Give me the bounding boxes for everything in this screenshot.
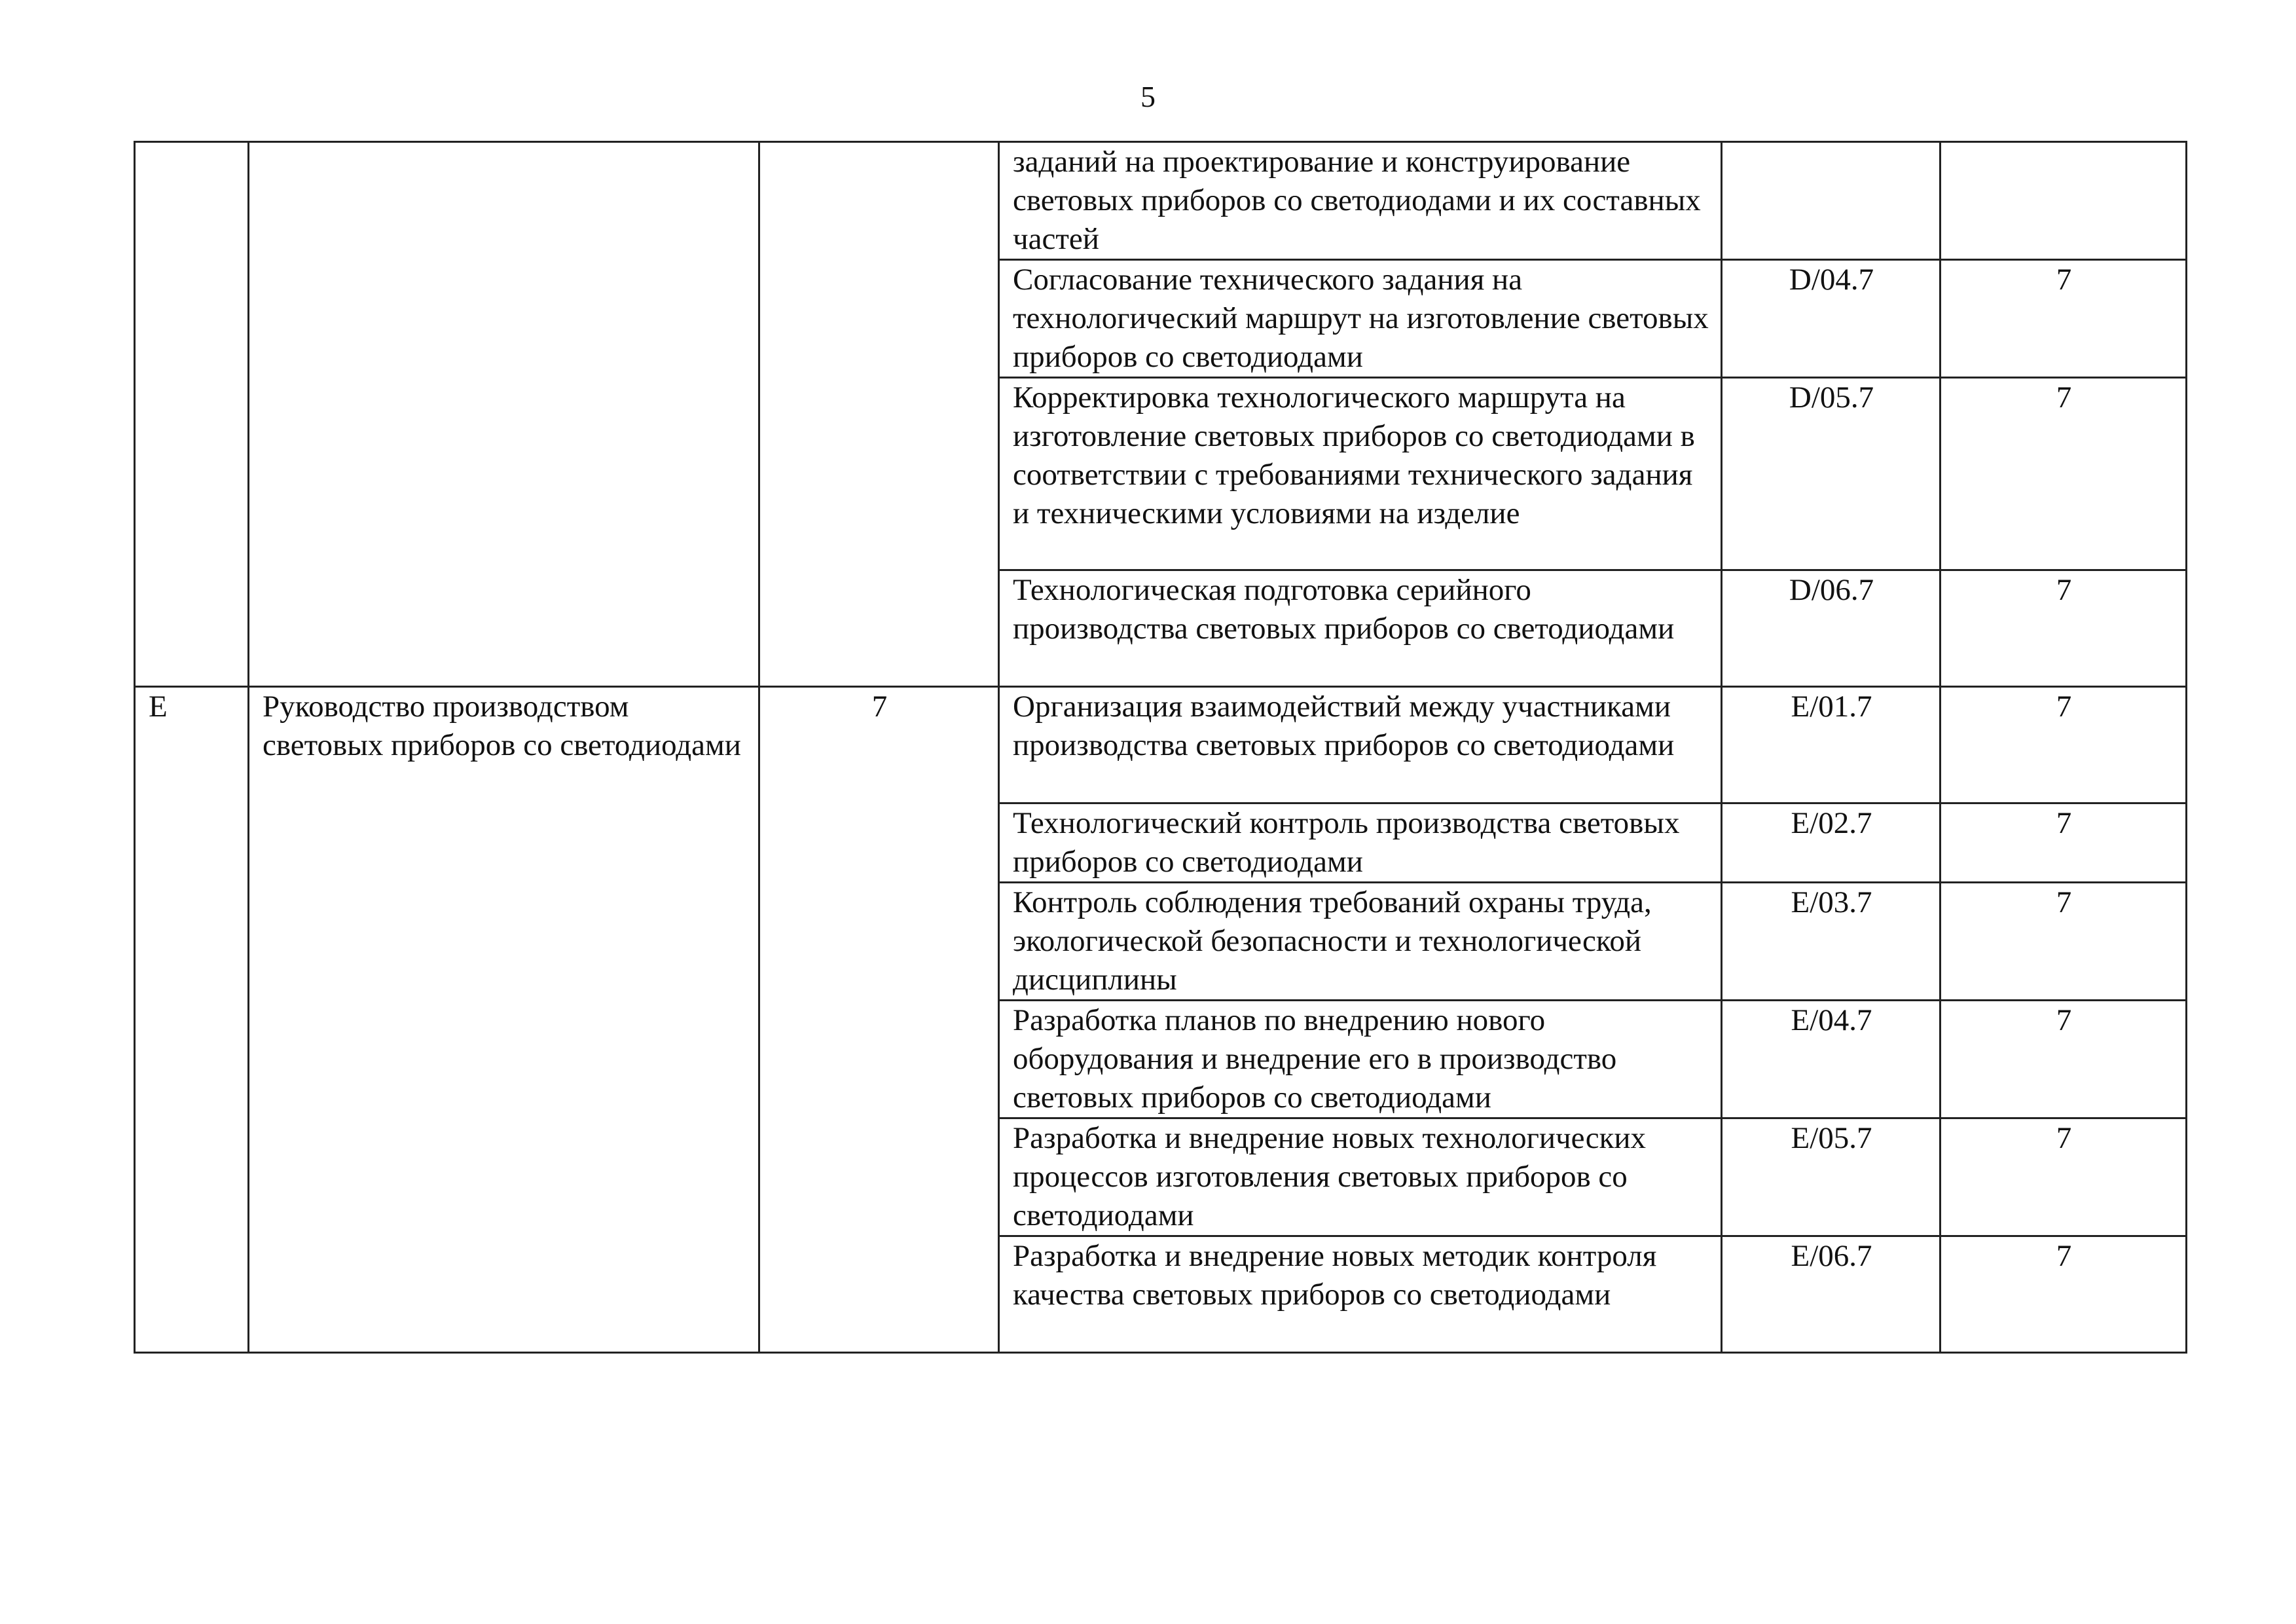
- function-code: E/06.7: [1791, 1239, 1872, 1273]
- function-level: 7: [2056, 1003, 2072, 1037]
- function-code: E/01.7: [1791, 690, 1872, 724]
- function-code: D/06.7: [1789, 573, 1874, 607]
- function-code-cell: [1722, 1118, 1941, 1236]
- function-code: D/05.7: [1789, 380, 1874, 415]
- function-level-cell: [1941, 570, 2187, 687]
- page-number: 5: [1140, 80, 1156, 113]
- table-row: [135, 687, 2187, 803]
- function-name: Организация взаимодействий между участниками производства световых приборов со светодиодами: [1013, 690, 1675, 762]
- group-level: 7: [871, 690, 888, 724]
- function-name: Контроль соблюдения требований охраны труда, экологической безопасности и технологической дисциплины: [1013, 885, 1652, 997]
- function-level-cell: [1941, 260, 2187, 378]
- function-level: 7: [2056, 806, 2072, 840]
- function-code-cell: [1722, 1001, 1941, 1118]
- function-level: 7: [2056, 690, 2072, 724]
- function-level-cell: [1941, 687, 2187, 803]
- function-name: заданий на проектирование и конструирование световых приборов со светодиодами и их составных частей: [1013, 145, 1701, 256]
- function-name: Разработка и внедрение новых методик контроля качества световых приборов со светодиодами: [1013, 1239, 1657, 1312]
- function-name-cell: [999, 803, 1722, 883]
- function-name-cell: [999, 687, 1722, 803]
- group-level-cell: [759, 142, 999, 687]
- function-name: Разработка планов по внедрению нового оборудования и внедрение его в производство световых приборов со светодиодами: [1013, 1003, 1617, 1115]
- function-level: 7: [2056, 263, 2072, 297]
- function-code: E/05.7: [1791, 1121, 1872, 1155]
- group-name: Руководство производством световых приборов со светодиодами: [263, 690, 741, 762]
- function-code-cell: [1722, 378, 1941, 570]
- function-name: Разработка и внедрение новых технологических процессов изготовления световых приборов со светодиодами: [1013, 1121, 1647, 1232]
- function-code: E/04.7: [1791, 1003, 1872, 1037]
- function-name-cell: [999, 570, 1722, 687]
- function-level-cell: [1941, 142, 2187, 260]
- function-code-cell: [1722, 1236, 1941, 1353]
- function-level-cell: [1941, 1118, 2187, 1236]
- function-level: 7: [2056, 573, 2072, 607]
- function-level-cell: [1941, 883, 2187, 1001]
- function-level-cell: [1941, 1236, 2187, 1353]
- function-code-cell: [1722, 260, 1941, 378]
- function-code-cell: [1722, 687, 1941, 803]
- function-code-cell: [1722, 570, 1941, 687]
- function-name-cell: [999, 883, 1722, 1001]
- function-name-cell: [999, 142, 1722, 260]
- function-code: D/04.7: [1789, 263, 1874, 297]
- function-name-cell: [999, 378, 1722, 570]
- group-code: E: [149, 690, 168, 724]
- function-name-cell: [999, 1001, 1722, 1118]
- function-name: Технологическая подготовка серийного производства световых приборов со светодиодами: [1013, 573, 1675, 646]
- function-name-cell: [999, 260, 1722, 378]
- function-name-cell: [999, 1236, 1722, 1353]
- function-level: 7: [2056, 380, 2072, 415]
- function-code-cell: [1722, 803, 1941, 883]
- function-code-cell: [1722, 142, 1941, 260]
- group-code-cell: [135, 687, 249, 1353]
- function-level: 7: [2056, 885, 2072, 919]
- function-name-cell: [999, 1118, 1722, 1236]
- function-code: E/03.7: [1791, 885, 1872, 919]
- function-name: Согласование технического задания на технологический маршрут на изготовление световых приборов со светодиодами: [1013, 263, 1709, 374]
- function-level-cell: [1941, 378, 2187, 570]
- group-name-cell: [249, 687, 759, 1353]
- group-code-cell: [135, 142, 249, 687]
- function-code-cell: [1722, 883, 1941, 1001]
- function-code: E/02.7: [1791, 806, 1872, 840]
- function-level: 7: [2056, 1239, 2072, 1273]
- function-name: Технологический контроль производства световых приборов со светодиодами: [1013, 806, 1680, 879]
- group-name-cell: [249, 142, 759, 687]
- function-level-cell: [1941, 1001, 2187, 1118]
- function-level: 7: [2056, 1121, 2072, 1155]
- function-level-cell: [1941, 803, 2187, 883]
- table-row: [135, 142, 2187, 260]
- group-level-cell: [759, 687, 999, 1353]
- function-name: Корректировка технологического маршрута на изготовление световых приборов со светодиодами в соответствии с требованиями технического задания и техническими условиями на изделие: [1013, 380, 1695, 530]
- functions-table: [134, 141, 2187, 1354]
